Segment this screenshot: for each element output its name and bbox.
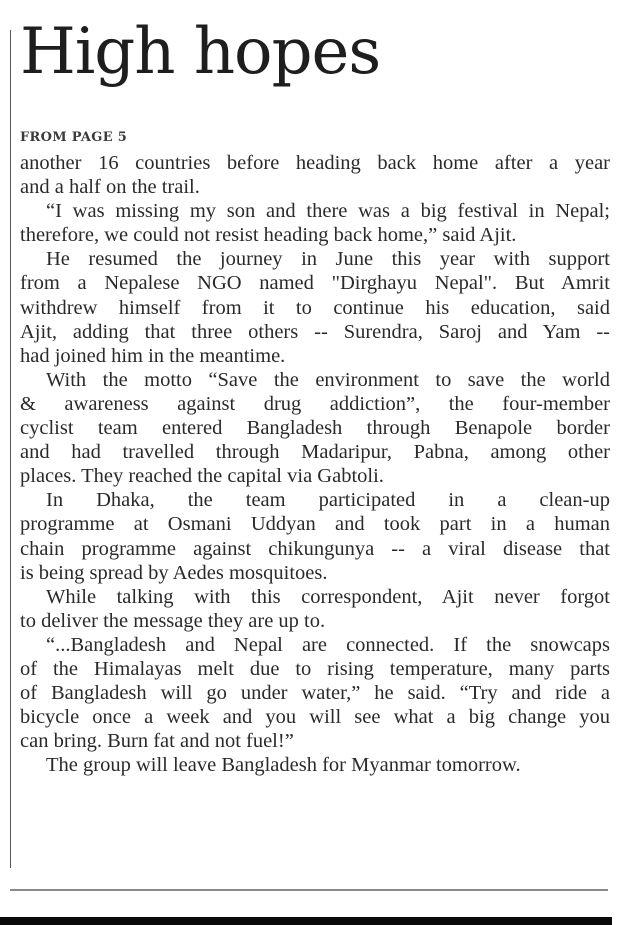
article-line: The group will leave Bangladesh for Myanmar tomorrow. <box>46 754 521 777</box>
article-line: “I was missing my son and there was a big festival in Nepal; <box>46 200 610 223</box>
article-line: In Dhaka, the team participated in a clean-up <box>46 489 610 512</box>
article-line: programme at Osmani Uddyan and took part in a human <box>20 513 610 536</box>
article-line: chain programme against chikungunya -- a viral disease that <box>20 537 610 560</box>
article-line: “...Bangladesh and Nepal are connected. If the snowcaps <box>46 633 610 656</box>
article-line: and had travelled through Madaripur, Pabna, among other <box>20 441 610 464</box>
article-line: While talking with this correspondent, Ajit never forgot <box>46 585 610 608</box>
article-line: can bring. Burn fat and not fuel!” <box>20 730 294 753</box>
article-line: and a half on the trail. <box>20 176 200 199</box>
article-body <box>20 151 610 777</box>
column-rule <box>10 30 11 868</box>
article-line: & awareness against drug addiction”, the four-member <box>20 392 610 415</box>
article-line: to deliver the message they are up to. <box>20 609 326 632</box>
article-line: He resumed the journey in June this year with support <box>46 248 610 271</box>
article-line: With the motto “Save the environment to save the world <box>46 368 610 391</box>
article-line: of Bangladesh will go under water,” he said. “Try and ride a <box>20 682 610 705</box>
bottom-rule <box>10 889 608 891</box>
footer-black-bar <box>0 917 612 925</box>
article-line: from a Nepalese NGO named "Dirghayu Nepal". But Amrit <box>20 272 610 295</box>
article-line: is being spread by Aedes mosquitoes. <box>20 561 328 584</box>
article-line: had joined him in the meantime. <box>20 344 286 367</box>
article-line: cyclist team entered Bangladesh through Benapole border <box>20 417 610 440</box>
article-line: another 16 countries before heading back home after a year <box>20 152 610 174</box>
article-line: bicycle once a week and you will see what a big change you <box>20 706 610 729</box>
article-line: of the Himalayas melt due to rising temperature, many parts <box>20 657 610 680</box>
article-line: therefore, we could not resist heading back home,” said Ajit. <box>20 224 517 247</box>
article-line: withdrew himself from it to continue his education, said <box>20 296 610 319</box>
article-line: places. They reached the capital via Gabtoli. <box>20 465 384 488</box>
headline: High hopes <box>20 15 381 89</box>
jump-label: FROM PAGE 5 <box>20 130 128 145</box>
article-line: Ajit, adding that three others -- Surendra, Saroj and Yam -- <box>20 320 610 343</box>
